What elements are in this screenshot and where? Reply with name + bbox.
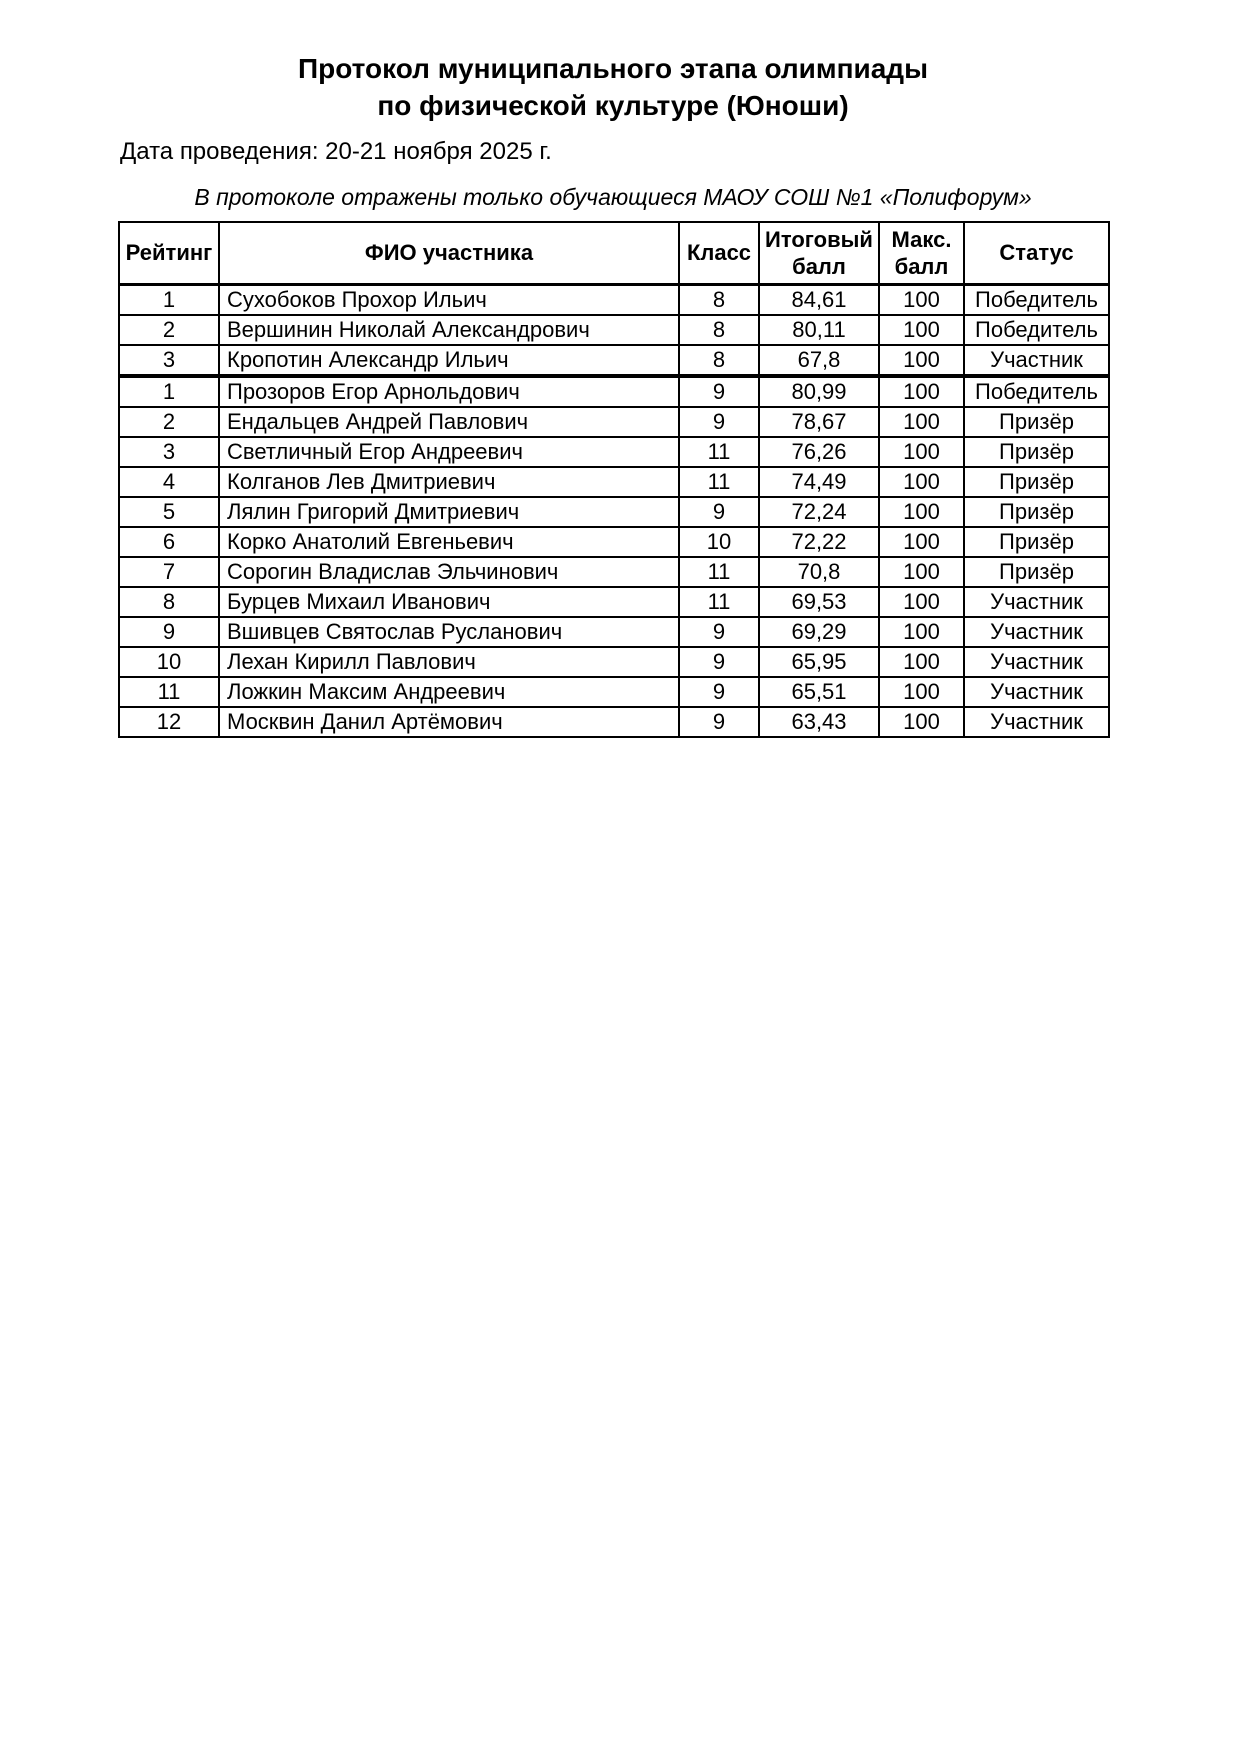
cell-score: 84,61 (759, 284, 879, 315)
cell-status: Призёр (964, 407, 1109, 437)
cell-grade: 9 (679, 707, 759, 737)
table-row (119, 647, 1109, 677)
table-row (119, 527, 1109, 557)
table-row (119, 497, 1109, 527)
cell-rating: 2 (119, 315, 219, 345)
table-row (119, 617, 1109, 647)
cell-rating: 7 (119, 557, 219, 587)
cell-grade: 8 (679, 345, 759, 376)
cell-status: Участник (964, 345, 1109, 376)
cell-grade: 9 (679, 376, 759, 407)
header-cell-grade: Класс (679, 222, 759, 284)
table-row (119, 284, 1109, 315)
cell-grade: 11 (679, 557, 759, 587)
table-row (119, 467, 1109, 497)
cell-max: 100 (879, 527, 964, 557)
cell-rating: 11 (119, 677, 219, 707)
cell-rating: 5 (119, 497, 219, 527)
cell-max: 100 (879, 467, 964, 497)
cell-grade: 11 (679, 437, 759, 467)
results-table (118, 221, 1110, 738)
cell-max: 100 (879, 284, 964, 315)
header-cell-rating: Рейтинг (119, 222, 219, 284)
cell-name: Корко Анатолий Евгеньевич (219, 527, 679, 557)
cell-score: 69,29 (759, 617, 879, 647)
cell-status: Призёр (964, 497, 1109, 527)
cell-status: Победитель (964, 284, 1109, 315)
cell-name: Сухобоков Прохор Ильич (219, 284, 679, 315)
cell-rating: 6 (119, 527, 219, 557)
cell-max: 100 (879, 437, 964, 467)
table-header-row (119, 222, 1109, 284)
cell-rating: 1 (119, 376, 219, 407)
table-body (119, 284, 1109, 737)
cell-grade: 8 (679, 315, 759, 345)
cell-name: Москвин Данил Артёмович (219, 707, 679, 737)
date-line: Дата проведения: 20-21 ноября 2025 г. (120, 138, 552, 165)
document-content (118, 0, 1108, 738)
cell-name: Бурцев Михаил Иванович (219, 587, 679, 617)
cell-rating: 12 (119, 707, 219, 737)
cell-name: Ендальцев Андрей Павлович (219, 407, 679, 437)
cell-name: Светличный Егор Андреевич (219, 437, 679, 467)
header-cell-max: Макс. балл (879, 222, 964, 284)
page-title-line2: по физической культуре (Юноши) (377, 90, 849, 121)
header-cell-name: ФИО участника (219, 222, 679, 284)
cell-status: Участник (964, 677, 1109, 707)
cell-max: 100 (879, 677, 964, 707)
cell-score: 69,53 (759, 587, 879, 617)
cell-max: 100 (879, 587, 964, 617)
cell-name: Прозоров Егор Арнольдович (219, 376, 679, 407)
cell-rating: 1 (119, 284, 219, 315)
cell-grade: 9 (679, 677, 759, 707)
cell-max: 100 (879, 647, 964, 677)
cell-status: Призёр (964, 527, 1109, 557)
cell-max: 100 (879, 557, 964, 587)
cell-name: Лялин Григорий Дмитриевич (219, 497, 679, 527)
cell-max: 100 (879, 376, 964, 407)
cell-rating: 10 (119, 647, 219, 677)
cell-grade: 9 (679, 617, 759, 647)
header-cell-status: Статус (964, 222, 1109, 284)
cell-grade: 9 (679, 497, 759, 527)
cell-max: 100 (879, 617, 964, 647)
header-cell-score: Итоговый балл (759, 222, 879, 284)
cell-status: Участник (964, 707, 1109, 737)
cell-name: Лехан Кирилл Павлович (219, 647, 679, 677)
cell-status: Победитель (964, 376, 1109, 407)
cell-score: 70,8 (759, 557, 879, 587)
table-row (119, 315, 1109, 345)
table-row (119, 345, 1109, 376)
cell-max: 100 (879, 345, 964, 376)
table-row (119, 707, 1109, 737)
cell-score: 76,26 (759, 437, 879, 467)
cell-status: Участник (964, 647, 1109, 677)
cell-grade: 9 (679, 647, 759, 677)
cell-score: 67,8 (759, 345, 879, 376)
table-row (119, 437, 1109, 467)
cell-rating: 3 (119, 437, 219, 467)
cell-grade: 8 (679, 284, 759, 315)
table-row (119, 376, 1109, 407)
cell-status: Призёр (964, 437, 1109, 467)
cell-rating: 9 (119, 617, 219, 647)
cell-grade: 9 (679, 407, 759, 437)
cell-name: Ложкин Максим Андреевич (219, 677, 679, 707)
page-title (118, 50, 1108, 124)
cell-score: 78,67 (759, 407, 879, 437)
page-title-line1: Протокол муниципального этапа олимпиады (298, 53, 928, 84)
cell-score: 80,99 (759, 376, 879, 407)
cell-rating: 2 (119, 407, 219, 437)
cell-rating: 4 (119, 467, 219, 497)
cell-score: 72,24 (759, 497, 879, 527)
cell-name: Вершинин Николай Александрович (219, 315, 679, 345)
cell-grade: 11 (679, 587, 759, 617)
table-row (119, 677, 1109, 707)
cell-name: Сорогин Владислав Эльчинович (219, 557, 679, 587)
cell-status: Участник (964, 617, 1109, 647)
table-row (119, 407, 1109, 437)
cell-score: 65,51 (759, 677, 879, 707)
cell-max: 100 (879, 315, 964, 345)
cell-max: 100 (879, 407, 964, 437)
cell-name: Колганов Лев Дмитриевич (219, 467, 679, 497)
cell-grade: 11 (679, 467, 759, 497)
table-row (119, 587, 1109, 617)
cell-score: 80,11 (759, 315, 879, 345)
cell-status: Участник (964, 587, 1109, 617)
cell-name: Кропотин Александр Ильич (219, 345, 679, 376)
cell-max: 100 (879, 707, 964, 737)
cell-score: 65,95 (759, 647, 879, 677)
cell-score: 63,43 (759, 707, 879, 737)
cell-rating: 3 (119, 345, 219, 376)
cell-score: 74,49 (759, 467, 879, 497)
table-row (119, 557, 1109, 587)
cell-score: 72,22 (759, 527, 879, 557)
cell-max: 100 (879, 497, 964, 527)
cell-grade: 10 (679, 527, 759, 557)
cell-name: Вшивцев Святослав Русланович (219, 617, 679, 647)
cell-rating: 8 (119, 587, 219, 617)
cell-status: Победитель (964, 315, 1109, 345)
note-line: В протоколе отражены только обучающиеся МАОУ СОШ №1 «Полифорум» (194, 184, 1032, 210)
cell-status: Призёр (964, 557, 1109, 587)
cell-status: Призёр (964, 467, 1109, 497)
